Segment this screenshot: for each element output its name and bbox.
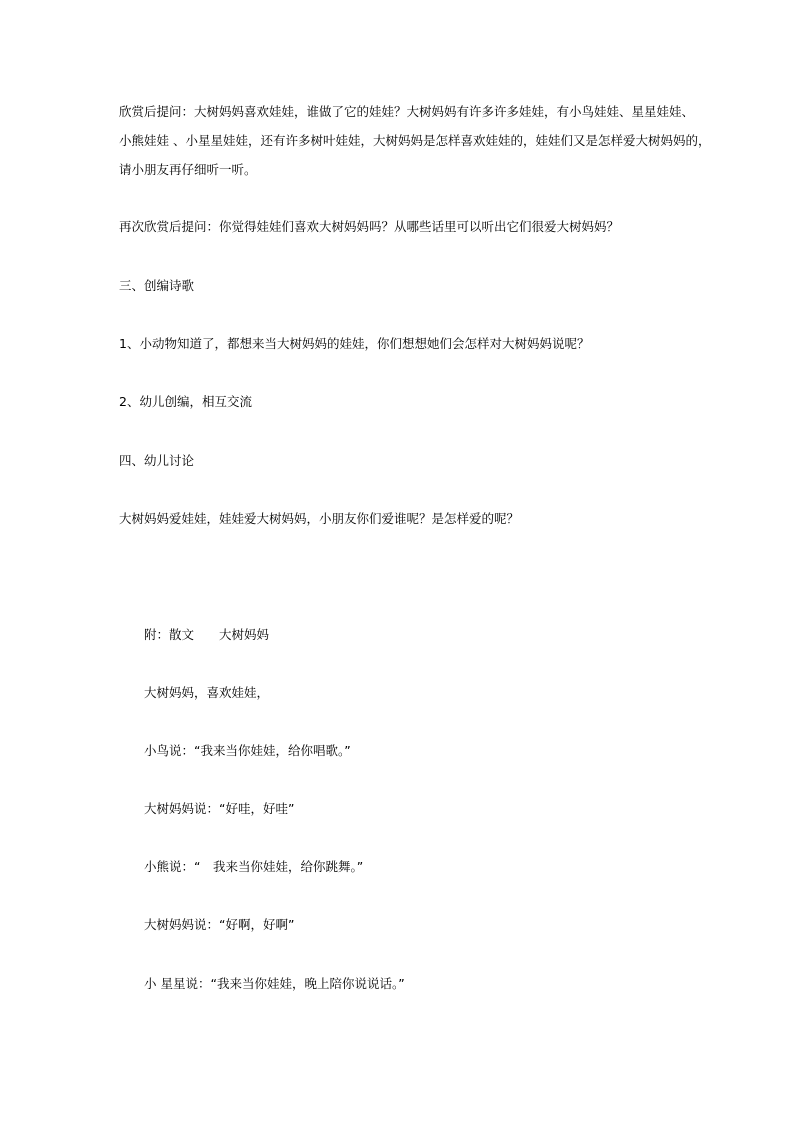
list-item-1: 1、小动物知道了，都想来当大树妈妈的娃娃，你们想想她们会怎样对大树妈妈说呢？ [119,336,590,351]
appendix-line: 大树妈妈说：“好啊，好啊” [144,917,295,932]
paragraph-2: 再次欣赏后提问：你觉得娃娃们喜欢大树妈妈吗？从哪些话里可以听出它们很爱大树妈妈？ [119,219,620,234]
paragraph-3: 大树妈妈爱娃娃，娃娃爱大树妈妈，小朋友你们爱谁呢？是怎样爱的呢？ [119,511,520,526]
paragraph-1-line-1: 欣赏后提问：大树妈妈喜欢娃娃，谁做了它的娃娃？大树妈妈有许多许多娃娃，有小鸟娃娃、星星娃娃、 [119,104,695,119]
appendix-title: 附：散文 大树妈妈 [144,627,270,642]
paragraph-1-line-3: 请小朋友再仔细听一听。 [119,162,257,177]
appendix-line: 小熊说：“ 我来当你娃娃，给你跳舞。” [144,859,364,874]
appendix-line: 大树妈妈说：“好哇，好哇” [144,801,295,816]
appendix-line: 小 星星说：“我来当你娃娃，晚上陪你说说话。” [144,976,405,991]
section-4-heading: 四、幼儿讨论 [119,453,195,468]
appendix-line: 小鸟说：“我来当你娃娃，给你唱歌。” [144,743,351,758]
paragraph-1-line-2: 小熊娃娃 、小星星娃娃，还有许多树叶娃娃，大树妈妈是怎样喜欢娃娃的，娃娃们又是怎样爱大树妈妈的， [119,133,711,148]
section-3-heading: 三、创编诗歌 [119,278,195,293]
list-item-2: 2、幼儿创编，相互交流 [119,394,252,409]
appendix-line: 大树妈妈，喜欢娃娃， [144,685,270,700]
